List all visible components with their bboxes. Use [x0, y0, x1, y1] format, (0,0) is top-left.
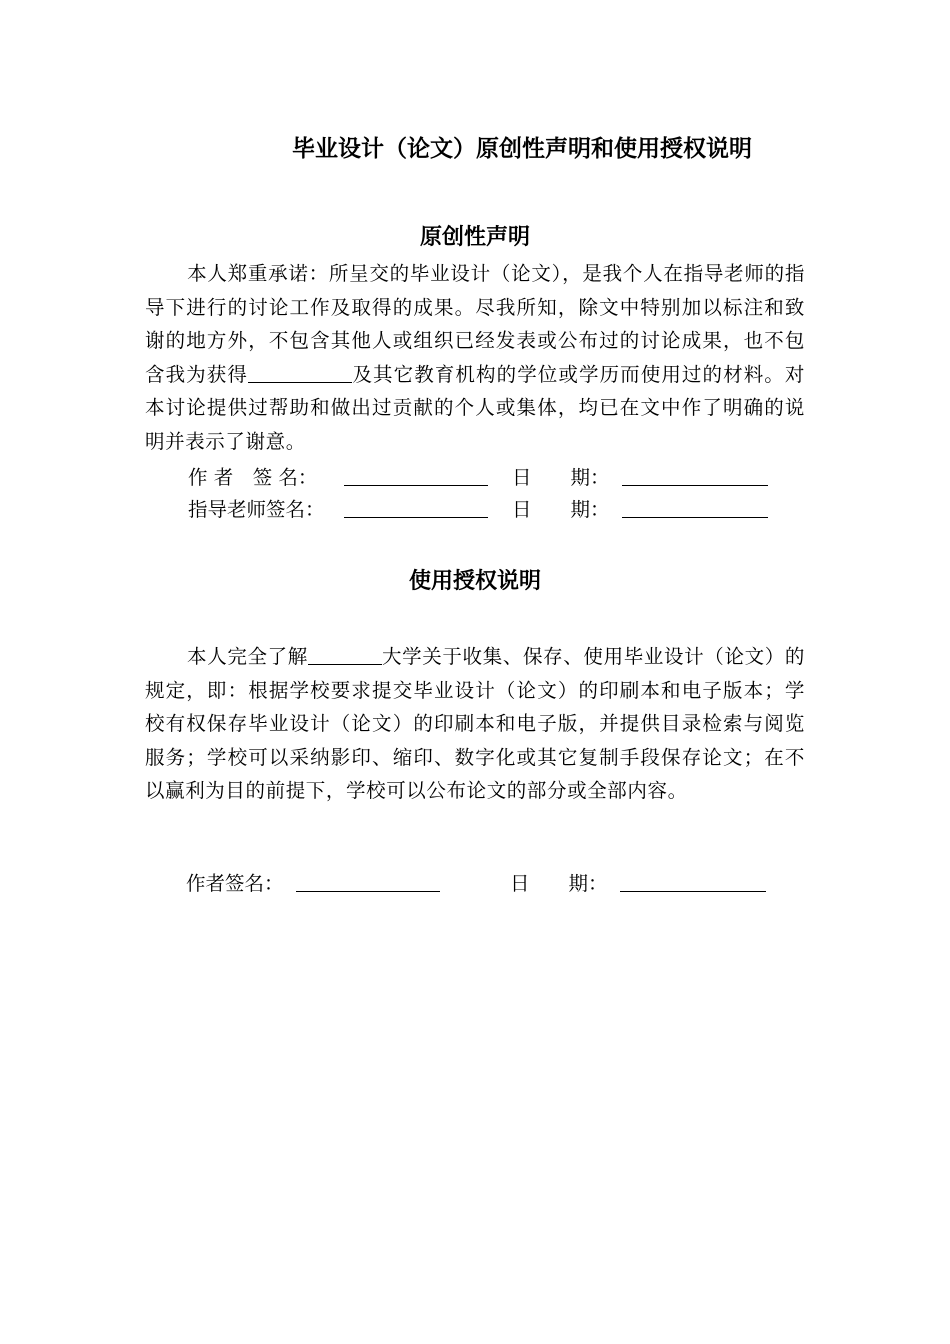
advisor-signature-line[interactable]	[344, 517, 488, 518]
advisor-date-label: 日 期：	[512, 498, 610, 521]
authorization-text-2: 大学关于收集、保存、使用毕业设计（论文）的规定，即：根据学校要求提交毕业设计（论文）的印刷本和电子版本；学校有权保存毕业设计（论文）的印刷本和电子版，并提供目录检索与阅览服务；学校可以采纳影印、缩印、数字化或其它复制手段保存论文；在不以赢利为目的前提下，学校可以公布论文的部分或全部内容。	[145, 645, 805, 802]
institution-blank[interactable]	[248, 360, 352, 383]
advisor-date-line[interactable]	[622, 517, 768, 518]
advisor-signature-label: 指导老师签名：	[188, 498, 325, 521]
final-author-label: 作者签名：	[186, 872, 284, 895]
final-author-line[interactable]	[296, 891, 440, 892]
originality-heading: 原创性声明	[419, 225, 530, 250]
originality-text-2: 及其它教育机构的学位或学历而使用过的材料。对本讨论提供过帮助和做出过贡献的个人或集体，均已在文中作了明确的说明并表示了谢意。	[145, 362, 805, 453]
author-date-label: 日 期：	[512, 466, 610, 489]
author-date-line[interactable]	[622, 485, 768, 486]
final-date-line[interactable]	[620, 891, 766, 892]
advisor-signature-row	[188, 493, 808, 527]
author-signature-label: 作 者 签 名：	[188, 466, 318, 489]
authorization-paragraph	[145, 640, 805, 808]
university-blank[interactable]	[308, 642, 382, 665]
originality-paragraph	[145, 257, 805, 458]
final-signature-row	[186, 867, 806, 901]
author-signature-line[interactable]	[344, 485, 488, 486]
authorization-text-1: 本人完全了解	[187, 645, 308, 668]
final-date-label: 日 期：	[510, 872, 608, 895]
authorization-heading: 使用授权说明	[408, 569, 541, 594]
originality-text-1: 本人郑重承诺：所呈交的毕业设计（论文），是我个人在指导老师的指导下进行的讨论工作及取得的成果。尽我所知，除文中特别加以标注和致谢的地方外，不包含其他人或组织已经发表或公布过的讨论成果，也不包含我为获得	[145, 262, 805, 386]
author-signature-row	[188, 461, 808, 495]
document-title: 毕业设计（论文）原创性声明和使用授权说明	[292, 136, 752, 162]
